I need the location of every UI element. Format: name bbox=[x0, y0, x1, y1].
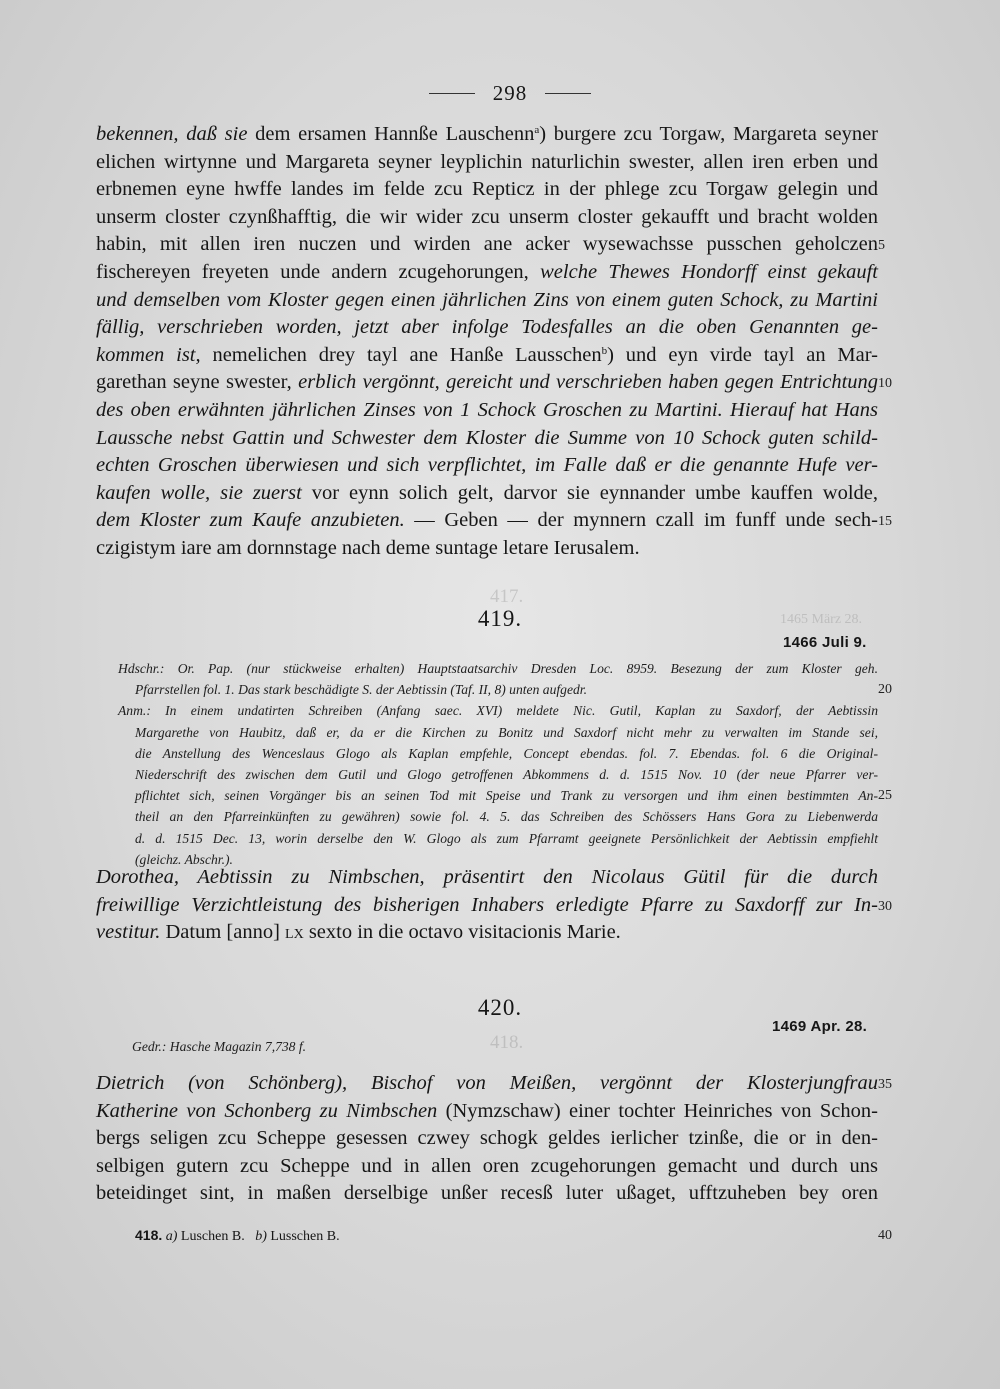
bleed-through-number: 417. bbox=[490, 586, 524, 607]
text-span: d. d. 1515 Dec. 13, worin derselbe den W. Glogo als zum Pfarramt geeignete Persönlichkeit der Aebtissin empfiehlt bbox=[135, 830, 878, 846]
line-number: 15 bbox=[878, 514, 892, 530]
line-number: 40 bbox=[878, 1228, 892, 1243]
footnote-marker: a bbox=[534, 124, 540, 136]
text-span: garethan seyne swester, bbox=[96, 371, 299, 394]
text-line bbox=[96, 1098, 878, 1126]
footnote-b-label: b) bbox=[255, 1229, 267, 1244]
text-span: unserm closter czynßhafftig, die wir wider zcu unserm closter gekaufft und bracht wolden bbox=[96, 205, 878, 228]
text-line bbox=[96, 176, 878, 204]
text-line bbox=[96, 452, 878, 480]
text-line bbox=[96, 425, 878, 453]
document-420-print-note bbox=[132, 1036, 532, 1057]
text-span: vor eynn solich gelt, darvor sie eynnander umbe kauffen wolde, bbox=[301, 481, 878, 504]
text-line bbox=[96, 1180, 878, 1208]
text-line bbox=[118, 806, 878, 827]
text-line bbox=[96, 864, 878, 892]
text-span: elichen wirtynne und Margareta seyner leyplichin naturlichin swester, allen iren erben und bbox=[96, 150, 878, 173]
text-span: selbigen gutern zcu Scheppe und in allen oren zcugehorungen gemacht und durch uns bbox=[96, 1154, 878, 1177]
text-line bbox=[96, 231, 878, 259]
text-span: theil an den Pfarreinkünften zu gewähren) sowie fol. 4. 5. das Schreiben des Schössers Hans Gora zu Liebenwerda bbox=[135, 809, 878, 825]
text-span: — Geben — der mynnern czall im funff unde sech- bbox=[404, 509, 878, 532]
document-419-regest bbox=[96, 864, 878, 947]
text-span: beteidinget sint, in maßen derselbige unßer recesß luter ußaget, ufftzuheben bey oren bbox=[96, 1182, 878, 1205]
footnote bbox=[135, 1227, 340, 1245]
italic-text: dem Kloster zum Kaufe anzubieten. bbox=[96, 509, 405, 532]
text-span: habin, mit allen iren nuczen und wirden ane acker wysewachsse pusschen geholczen bbox=[96, 233, 878, 256]
text-line bbox=[118, 679, 878, 700]
text-span: Margarethe von Haubitz, daß er, da er die Kirchen zu Bonitz und Saxdorf nicht mehr zu verwalten im Stande sei, bbox=[135, 724, 878, 740]
footnote-a-label: a) bbox=[165, 1229, 178, 1244]
text-line bbox=[96, 919, 878, 947]
text-line bbox=[118, 743, 878, 764]
text-line bbox=[96, 121, 878, 149]
text-span: bergs seligen zcu Scheppe gesessen czwey schogk geldes ierlicher tzinße, die or in den- bbox=[96, 1127, 878, 1150]
page-number: 298 bbox=[492, 80, 528, 105]
bleed-through-number-2: 418. bbox=[490, 1032, 524, 1053]
document-420-regest bbox=[96, 1070, 878, 1208]
italic-text: bekennen, daß sie bbox=[96, 123, 248, 145]
text-line bbox=[96, 259, 878, 287]
text-span: dem ersamen Hannße Lauschenn bbox=[247, 123, 535, 145]
text-span: Pfarrstellen fol. 1. Das stark beschädigte S. der Aebtissin (Taf. II, 8) unten aufgedr. bbox=[135, 682, 587, 698]
line-number: 30 bbox=[878, 898, 892, 914]
text-line bbox=[118, 700, 878, 721]
italic-text: kommen ist, bbox=[96, 343, 201, 366]
text-span: Anm.: In einem undatirten Schreiben (Anfang saec. XVI) meldete Nic. Gutil, Kaplan zu Saxdorf, der Aebtissin bbox=[118, 703, 878, 719]
italic-text: kaufen wolle, sie zuerst bbox=[96, 481, 302, 504]
document-419-apparatus bbox=[118, 658, 878, 870]
italic-text: erblich vergönnt, gereicht und verschrieben haben gegen Entrichtung bbox=[298, 371, 879, 394]
text-line bbox=[118, 722, 878, 743]
text-line bbox=[96, 1153, 878, 1181]
text-span: nemelichen drey tayl ane Hanße Lausschen bbox=[200, 343, 602, 366]
footnote-marker: b bbox=[601, 344, 608, 357]
italic-text: fällig, verschrieben worden, jetzt aber infolge Todesfalles an die oben Genannten ge- bbox=[96, 316, 878, 339]
document-419-date: 1466 Juli 9. bbox=[783, 634, 867, 651]
document-420-number: 420. bbox=[477, 995, 523, 1020]
italic-text: freiwillige Verzichtleistung des bisherigen Inhabers erledigte Pfarre zu Saxdorff zur In- bbox=[96, 893, 878, 916]
text-line bbox=[96, 892, 878, 920]
italic-text: welche Thewes Hondorff einst gekauft bbox=[540, 260, 878, 283]
text-span: ) burgere zcu Torgaw, Margareta seyner bbox=[539, 123, 879, 145]
italic-text: vestitur. bbox=[96, 921, 161, 944]
footnote-b-text: Lusschen B. bbox=[270, 1229, 340, 1244]
text-line bbox=[118, 764, 878, 785]
text-span: Datum [anno] bbox=[160, 921, 286, 944]
text-span: erbnemen eyne hwffe landes im felde zcu Repticz in der phlege zcu Torgaw gelegin und bbox=[96, 178, 878, 201]
text-line bbox=[118, 785, 878, 806]
header-rule-right bbox=[545, 93, 591, 94]
document-418-continuation bbox=[96, 121, 878, 563]
text-line bbox=[96, 397, 878, 425]
text-line bbox=[96, 149, 878, 177]
text-span: lx bbox=[285, 921, 304, 944]
document-419-number: 419. bbox=[477, 606, 523, 631]
line-number: 25 bbox=[878, 788, 892, 804]
text-span: Niederschrift des zwischen dem Gutil und Glogo getroffenen Abkommens d. d. 1515 Nov. 10 (der neue Pfarrer ver- bbox=[135, 766, 878, 782]
text-line bbox=[118, 658, 878, 679]
text-line bbox=[96, 507, 878, 535]
text-line bbox=[96, 1125, 878, 1153]
italic-text: Dietrich (von Schönberg), Bischof von Meißen, vergönnt der Klosterjungfrau bbox=[96, 1072, 878, 1094]
text-line bbox=[96, 287, 878, 315]
text-span: pflichtet sich, seinen Vorgänger bis an seinen Tod mit Speise und Trank zu versorgen und ihm einen bestimmten An- bbox=[135, 788, 878, 804]
text-line bbox=[96, 204, 878, 232]
text-line bbox=[96, 1070, 878, 1098]
text-span: fischereyen freyeten unde andern zcugehorungen, bbox=[96, 260, 541, 283]
footnote-ref: 418. bbox=[135, 1227, 163, 1243]
line-number: 20 bbox=[878, 682, 892, 698]
text-line bbox=[96, 535, 878, 563]
italic-text: Katherine von Schonberg zu Nimbschen bbox=[96, 1099, 438, 1122]
bleed-through-date: 1465 März 28. bbox=[780, 612, 863, 627]
text-line bbox=[96, 480, 878, 508]
footnote-a-text: Luschen B. bbox=[180, 1229, 245, 1244]
text-line bbox=[96, 369, 878, 397]
text-span: sexto in die octavo visitacionis Marie. bbox=[303, 921, 621, 944]
italic-text: und demselben vom Kloster gegen einen jährlichen Zins von einem guten Schock, zu Martini bbox=[96, 288, 878, 311]
header-rule-left bbox=[429, 93, 475, 94]
line-number: 10 bbox=[878, 376, 892, 392]
text-line bbox=[96, 342, 878, 370]
text-span: (Nymzschaw) einer tochter Heinriches von Schon- bbox=[437, 1099, 878, 1122]
text-span: ) und eyn virde tayl an Mar- bbox=[607, 343, 878, 366]
text-line bbox=[96, 314, 878, 342]
text-span: Hdschr.: Or. Pap. (nur stückweise erhalten) Hauptstaatsarchiv Dresden Loc. 8959. Besezung der zum Kloster geh. bbox=[118, 661, 878, 676]
italic-text: Dorothea, Aebtissin zu Nimbschen, präsentirt den Nicolaus Gütil für die durch bbox=[96, 866, 878, 888]
text-span: czigistym iare am dornnstage nach deme suntage letare Ierusalem. bbox=[96, 536, 640, 559]
italic-text: des oben erwähnten jährlichen Zinses von 1 Schock Groschen zu Martini. Hierauf hat Hans bbox=[96, 398, 878, 421]
text-span: die Anstellung des Wenceslaus Glogo als Kaplan empfehle, Concept ebendas. fol. 7. Ebendas. fol. 6 die Original- bbox=[135, 745, 878, 761]
page-header bbox=[390, 79, 630, 107]
italic-text: Laussche nebst Gattin und Schwester dem Kloster die Summe von 10 Schock guten schild- bbox=[96, 426, 878, 449]
text-line bbox=[118, 828, 878, 849]
line-number: 5 bbox=[878, 238, 885, 254]
text-span: (gleichz. Abschr.). bbox=[135, 851, 233, 867]
document-420-date: 1469 Apr. 28. bbox=[772, 1018, 868, 1035]
print-note-text: Gedr.: Hasche Magazin 7,738 f. bbox=[132, 1039, 307, 1054]
line-number: 35 bbox=[878, 1077, 892, 1092]
italic-text: echten Groschen überwiesen und sich verpflichtet, im Falle daß er die genannte Hufe ver- bbox=[96, 454, 878, 477]
